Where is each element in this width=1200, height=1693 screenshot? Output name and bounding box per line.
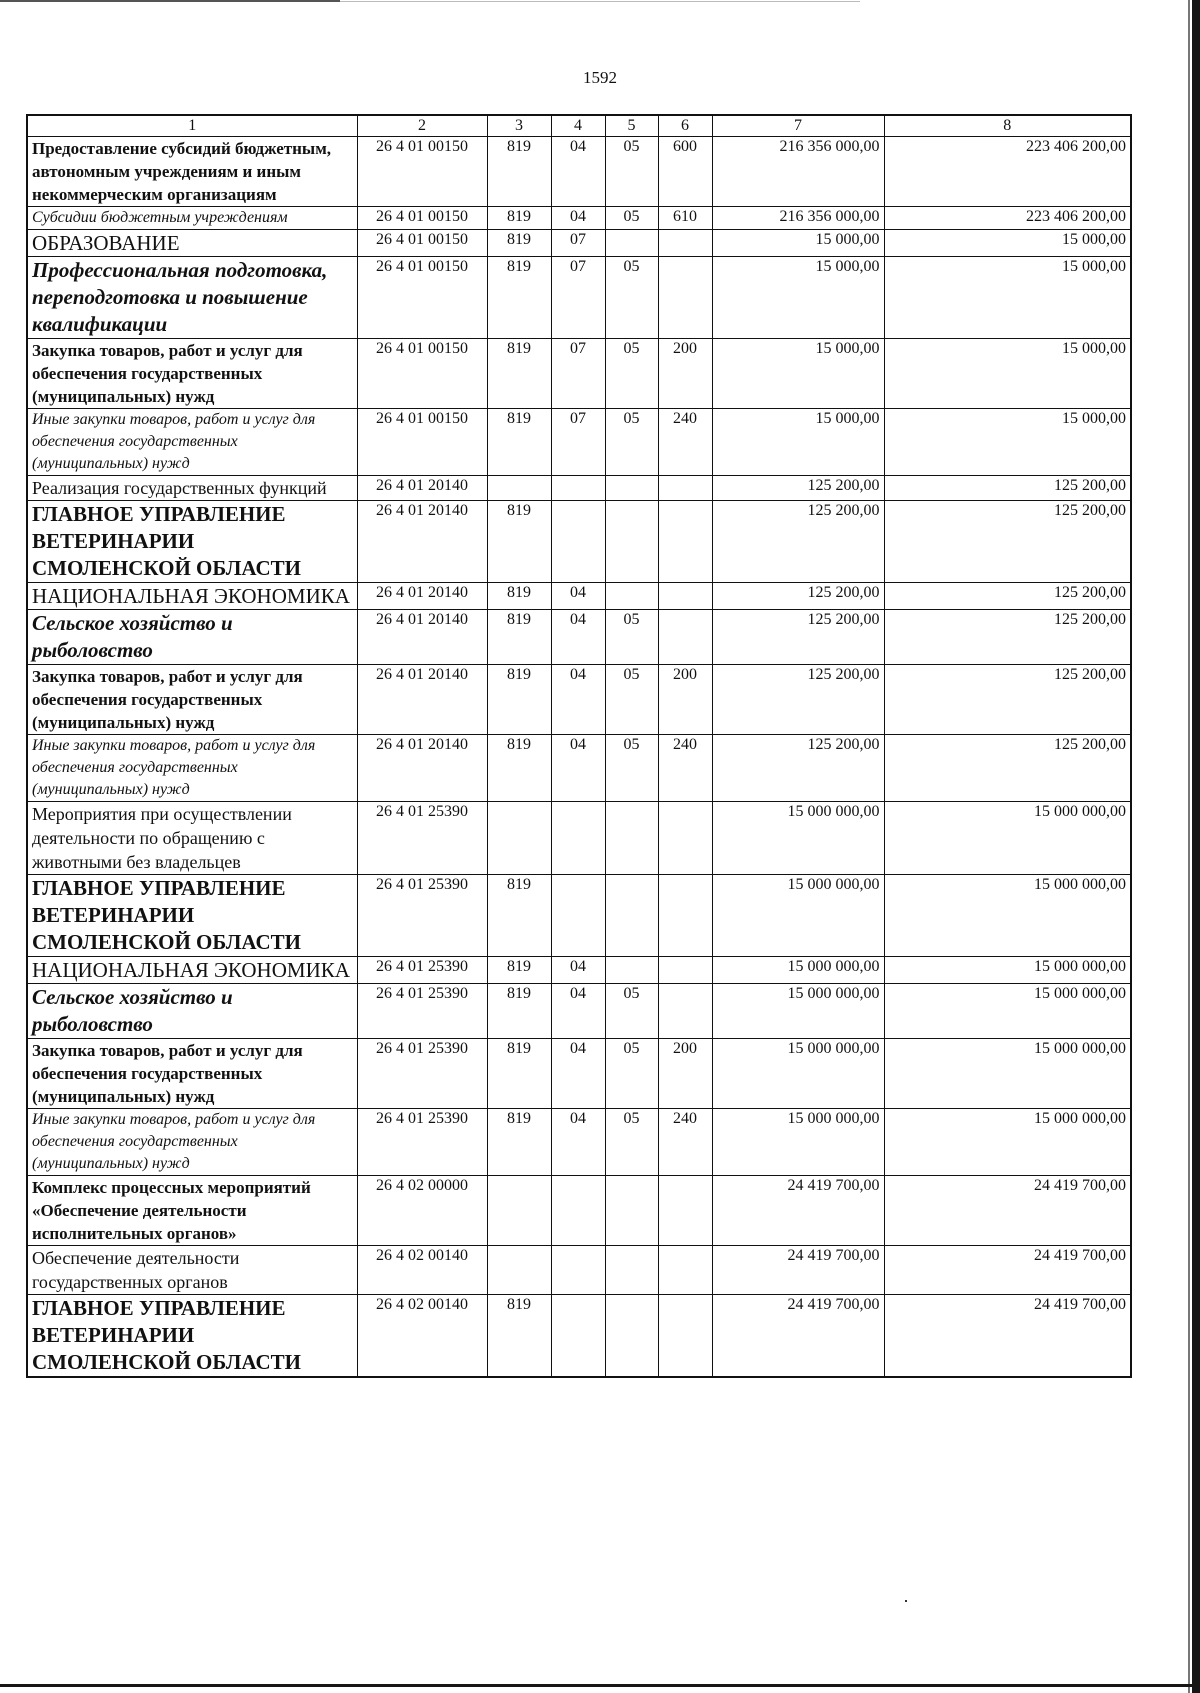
expense-type-code: 610 <box>658 207 712 230</box>
row-name-text: Закупка товаров, работ и услуг для обеспечения государственных (муниципальных) нужд <box>32 667 303 732</box>
target-article-code: 26 4 01 20140 <box>357 583 487 610</box>
target-article-code: 26 4 01 00150 <box>357 257 487 339</box>
expense-type-code <box>658 957 712 984</box>
row-name-text: Закупка товаров, работ и услуг для обеспечения государственных (муниципальных) нужд <box>32 341 303 406</box>
amount-year-2: 125 200,00 <box>884 501 1131 583</box>
scan-edge-bottom <box>0 1684 1200 1687</box>
target-article-code: 26 4 01 20140 <box>357 735 487 802</box>
target-article-code: 26 4 01 25390 <box>357 984 487 1039</box>
expense-type-code <box>658 875 712 957</box>
row-name <box>27 957 357 984</box>
table-row <box>27 1295 1131 1378</box>
row-name <box>27 583 357 610</box>
amount-year-2: 125 200,00 <box>884 665 1131 735</box>
column-header: 5 <box>605 115 658 137</box>
amount-year-1: 15 000 000,00 <box>712 875 884 957</box>
expense-type-code: 200 <box>658 1039 712 1109</box>
row-name <box>27 1109 357 1176</box>
target-article-code: 26 4 01 25390 <box>357 875 487 957</box>
section-code <box>551 501 605 583</box>
scan-edge-top-rule <box>340 1 860 2</box>
row-name <box>27 339 357 409</box>
column-header: 1 <box>27 115 357 137</box>
amount-year-2: 125 200,00 <box>884 610 1131 665</box>
column-header: 3 <box>487 115 551 137</box>
expense-type-code <box>658 230 712 257</box>
ministry-code <box>487 476 551 501</box>
row-name-text: ОБРАЗОВАНИЕ <box>32 231 180 255</box>
target-article-code: 26 4 01 20140 <box>357 476 487 501</box>
ministry-code: 819 <box>487 1109 551 1176</box>
row-name <box>27 476 357 501</box>
ministry-code <box>487 1176 551 1246</box>
row-name-text: Субсидии бюджетным учреждениям <box>32 209 288 226</box>
section-code <box>551 802 605 875</box>
row-name-text: Предоставление субсидий бюджетным, автономным учреждениям и иным некоммерческим организациям <box>32 139 332 204</box>
expense-type-code <box>658 802 712 875</box>
row-name-text: Закупка товаров, работ и услуг для обеспечения государственных (муниципальных) нужд <box>32 1041 303 1106</box>
ministry-code: 819 <box>487 583 551 610</box>
target-article-code: 26 4 01 25390 <box>357 1039 487 1109</box>
subsection-code <box>605 1246 658 1295</box>
table-row <box>27 476 1131 501</box>
ministry-code: 819 <box>487 230 551 257</box>
target-article-code: 26 4 02 00140 <box>357 1295 487 1378</box>
row-name <box>27 802 357 875</box>
row-name-text: Мероприятия при осуществлении деятельности по обращению с животными без владельцев <box>32 804 292 872</box>
row-name-text: Сельское хозяйство и рыболовство <box>32 985 233 1036</box>
subsection-code: 05 <box>605 610 658 665</box>
table-row <box>27 207 1131 230</box>
table-row <box>27 984 1131 1039</box>
section-code: 07 <box>551 230 605 257</box>
section-code <box>551 476 605 501</box>
target-article-code: 26 4 01 00150 <box>357 230 487 257</box>
row-name-text: Иные закупки товаров, работ и услуг для обеспечения государственных (муниципальных) нужд <box>32 411 316 472</box>
row-name <box>27 501 357 583</box>
subsection-code <box>605 802 658 875</box>
table-row <box>27 610 1131 665</box>
row-name <box>27 409 357 476</box>
row-name <box>27 984 357 1039</box>
expense-type-code <box>658 501 712 583</box>
amount-year-1: 15 000 000,00 <box>712 957 884 984</box>
amount-year-2: 24 419 700,00 <box>884 1295 1131 1378</box>
row-name-text: Профессиональная подготовка, переподготовка и повышение квалификации <box>32 258 328 336</box>
amount-year-1: 125 200,00 <box>712 610 884 665</box>
column-header: 6 <box>658 115 712 137</box>
subsection-code: 05 <box>605 984 658 1039</box>
row-name <box>27 735 357 802</box>
expense-type-code <box>658 476 712 501</box>
amount-year-1: 15 000,00 <box>712 339 884 409</box>
amount-year-1: 15 000 000,00 <box>712 1039 884 1109</box>
ministry-code: 819 <box>487 409 551 476</box>
expense-type-code: 200 <box>658 665 712 735</box>
section-code: 07 <box>551 409 605 476</box>
target-article-code: 26 4 01 25390 <box>357 957 487 984</box>
amount-year-1: 15 000,00 <box>712 409 884 476</box>
amount-year-2: 15 000 000,00 <box>884 984 1131 1039</box>
subsection-code <box>605 230 658 257</box>
amount-year-2: 125 200,00 <box>884 476 1131 501</box>
section-code: 04 <box>551 957 605 984</box>
ministry-code: 819 <box>487 501 551 583</box>
amount-year-1: 125 200,00 <box>712 665 884 735</box>
row-name <box>27 1295 357 1378</box>
row-name-text: Иные закупки товаров, работ и услуг для обеспечения государственных (муниципальных) нужд <box>32 737 316 798</box>
expense-type-code: 240 <box>658 409 712 476</box>
amount-year-1: 15 000 000,00 <box>712 984 884 1039</box>
row-name-text: Иные закупки товаров, работ и услуг для обеспечения государственных (муниципальных) нужд <box>32 1111 316 1172</box>
amount-year-2: 15 000,00 <box>884 257 1131 339</box>
target-article-code: 26 4 01 20140 <box>357 610 487 665</box>
table-row <box>27 1176 1131 1246</box>
table-row <box>27 257 1131 339</box>
row-name <box>27 665 357 735</box>
section-code: 04 <box>551 610 605 665</box>
ministry-code <box>487 1246 551 1295</box>
subsection-code: 05 <box>605 1109 658 1176</box>
subsection-code <box>605 1295 658 1378</box>
amount-year-2: 125 200,00 <box>884 583 1131 610</box>
row-name-text: Обеспечение деятельности государственных органов <box>32 1248 240 1292</box>
target-article-code: 26 4 01 20140 <box>357 665 487 735</box>
table-row <box>27 957 1131 984</box>
section-code: 04 <box>551 1109 605 1176</box>
row-name-text: НАЦИОНАЛЬНАЯ ЭКОНОМИКА <box>32 584 350 608</box>
target-article-code: 26 4 01 00150 <box>357 339 487 409</box>
amount-year-2: 15 000,00 <box>884 339 1131 409</box>
amount-year-2: 15 000 000,00 <box>884 1039 1131 1109</box>
row-name <box>27 610 357 665</box>
expense-type-code: 600 <box>658 137 712 207</box>
table-row <box>27 583 1131 610</box>
amount-year-1: 15 000 000,00 <box>712 1109 884 1176</box>
row-name <box>27 137 357 207</box>
table-row <box>27 501 1131 583</box>
section-code: 07 <box>551 257 605 339</box>
table-row <box>27 735 1131 802</box>
section-code: 07 <box>551 339 605 409</box>
table-row <box>27 409 1131 476</box>
amount-year-2: 125 200,00 <box>884 735 1131 802</box>
row-name <box>27 257 357 339</box>
row-name-text: НАЦИОНАЛЬНАЯ ЭКОНОМИКА <box>32 958 350 982</box>
table-row <box>27 875 1131 957</box>
column-header: 2 <box>357 115 487 137</box>
scan-edge-right-inner <box>1188 0 1190 1693</box>
ministry-code: 819 <box>487 207 551 230</box>
amount-year-2: 223 406 200,00 <box>884 207 1131 230</box>
table-row <box>27 1039 1131 1109</box>
ministry-code: 819 <box>487 1039 551 1109</box>
subsection-code: 05 <box>605 207 658 230</box>
ministry-code: 819 <box>487 984 551 1039</box>
expense-type-code <box>658 1246 712 1295</box>
table-row <box>27 1246 1131 1295</box>
row-name-text: ГЛАВНОЕ УПРАВЛЕНИЕ ВЕТЕРИНАРИИ СМОЛЕНСКОЙ ОБЛАСТИ <box>32 1296 302 1374</box>
row-name-text: Реализация государственных функций <box>32 478 327 498</box>
amount-year-1: 125 200,00 <box>712 735 884 802</box>
subsection-code: 05 <box>605 665 658 735</box>
amount-year-2: 15 000 000,00 <box>884 1109 1131 1176</box>
table-row <box>27 339 1131 409</box>
section-code <box>551 1295 605 1378</box>
amount-year-1: 216 356 000,00 <box>712 137 884 207</box>
target-article-code: 26 4 01 25390 <box>357 802 487 875</box>
amount-year-2: 24 419 700,00 <box>884 1176 1131 1246</box>
amount-year-1: 15 000 000,00 <box>712 802 884 875</box>
expense-type-code <box>658 583 712 610</box>
amount-year-2: 24 419 700,00 <box>884 1246 1131 1295</box>
subsection-code <box>605 957 658 984</box>
amount-year-1: 24 419 700,00 <box>712 1176 884 1246</box>
subsection-code <box>605 1176 658 1246</box>
row-name <box>27 1246 357 1295</box>
expense-type-code: 200 <box>658 339 712 409</box>
row-name <box>27 1039 357 1109</box>
row-name-text: Комплекс процессных мероприятий «Обеспечение деятельности исполнительных органов» <box>32 1178 311 1243</box>
amount-year-2: 15 000 000,00 <box>884 802 1131 875</box>
ministry-code: 819 <box>487 1295 551 1378</box>
expense-type-code: 240 <box>658 1109 712 1176</box>
target-article-code: 26 4 01 00150 <box>357 409 487 476</box>
amount-year-1: 125 200,00 <box>712 501 884 583</box>
ministry-code: 819 <box>487 665 551 735</box>
subsection-code <box>605 583 658 610</box>
amount-year-2: 223 406 200,00 <box>884 137 1131 207</box>
section-code: 04 <box>551 735 605 802</box>
target-article-code: 26 4 02 00140 <box>357 1246 487 1295</box>
row-name <box>27 230 357 257</box>
budget-table <box>26 114 1132 1378</box>
table-row <box>27 665 1131 735</box>
ministry-code: 819 <box>487 339 551 409</box>
ministry-code: 819 <box>487 610 551 665</box>
amount-year-2: 15 000 000,00 <box>884 957 1131 984</box>
amount-year-2: 15 000,00 <box>884 409 1131 476</box>
ministry-code: 819 <box>487 957 551 984</box>
row-name <box>27 207 357 230</box>
column-header: 4 <box>551 115 605 137</box>
table-row <box>27 230 1131 257</box>
subsection-code <box>605 875 658 957</box>
expense-type-code <box>658 1176 712 1246</box>
expense-type-code <box>658 984 712 1039</box>
amount-year-1: 24 419 700,00 <box>712 1295 884 1378</box>
section-code: 04 <box>551 1039 605 1109</box>
section-code <box>551 1246 605 1295</box>
ministry-code: 819 <box>487 137 551 207</box>
section-code: 04 <box>551 665 605 735</box>
target-article-code: 26 4 01 00150 <box>357 207 487 230</box>
amount-year-1: 216 356 000,00 <box>712 207 884 230</box>
table-header-row <box>27 115 1131 137</box>
amount-year-1: 125 200,00 <box>712 476 884 501</box>
target-article-code: 26 4 02 00000 <box>357 1176 487 1246</box>
subsection-code: 05 <box>605 339 658 409</box>
amount-year-2: 15 000,00 <box>884 230 1131 257</box>
expense-type-code <box>658 610 712 665</box>
row-name-text: ГЛАВНОЕ УПРАВЛЕНИЕ ВЕТЕРИНАРИИ СМОЛЕНСКОЙ ОБЛАСТИ <box>32 876 302 954</box>
ministry-code <box>487 802 551 875</box>
row-name <box>27 875 357 957</box>
expense-type-code <box>658 1295 712 1378</box>
subsection-code <box>605 501 658 583</box>
amount-year-1: 24 419 700,00 <box>712 1246 884 1295</box>
row-name-text: Сельское хозяйство и рыболовство <box>32 611 233 662</box>
scan-edge-right <box>1192 0 1200 1693</box>
subsection-code: 05 <box>605 1039 658 1109</box>
target-article-code: 26 4 01 20140 <box>357 501 487 583</box>
section-code: 04 <box>551 137 605 207</box>
subsection-code: 05 <box>605 735 658 802</box>
amount-year-1: 15 000,00 <box>712 257 884 339</box>
table-row <box>27 802 1131 875</box>
subsection-code: 05 <box>605 409 658 476</box>
column-header: 8 <box>884 115 1131 137</box>
section-code: 04 <box>551 207 605 230</box>
section-code <box>551 875 605 957</box>
amount-year-2: 15 000 000,00 <box>884 875 1131 957</box>
table-row <box>27 1109 1131 1176</box>
ministry-code: 819 <box>487 735 551 802</box>
ministry-code: 819 <box>487 875 551 957</box>
subsection-code <box>605 476 658 501</box>
target-article-code: 26 4 01 25390 <box>357 1109 487 1176</box>
table-body <box>27 137 1131 1378</box>
page-number: 1592 <box>583 68 617 87</box>
amount-year-1: 125 200,00 <box>712 583 884 610</box>
expense-type-code: 240 <box>658 735 712 802</box>
section-code: 04 <box>551 583 605 610</box>
scan-edge-top <box>0 0 340 2</box>
column-header: 7 <box>712 115 884 137</box>
table-row <box>27 137 1131 207</box>
scan-speck <box>905 1600 907 1602</box>
expense-type-code <box>658 257 712 339</box>
section-code: 04 <box>551 984 605 1039</box>
subsection-code: 05 <box>605 137 658 207</box>
section-code <box>551 1176 605 1246</box>
target-article-code: 26 4 01 00150 <box>357 137 487 207</box>
ministry-code: 819 <box>487 257 551 339</box>
amount-year-1: 15 000,00 <box>712 230 884 257</box>
row-name-text: ГЛАВНОЕ УПРАВЛЕНИЕ ВЕТЕРИНАРИИ СМОЛЕНСКОЙ ОБЛАСТИ <box>32 502 302 580</box>
row-name <box>27 1176 357 1246</box>
subsection-code: 05 <box>605 257 658 339</box>
